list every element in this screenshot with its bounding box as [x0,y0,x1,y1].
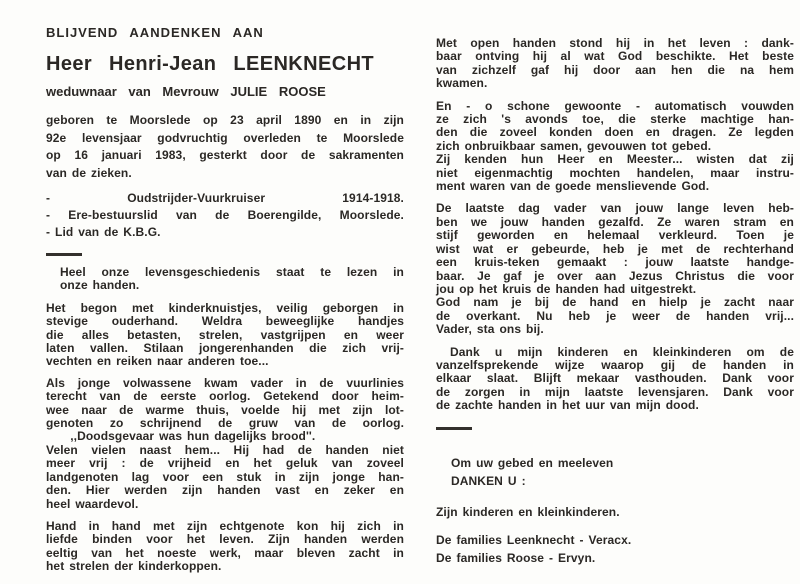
text-line: van de zieken. [46,165,132,180]
text-line: De families Leenknecht - Veracx. [436,532,632,547]
text-line: meer vrij : de vrijheid en het geluk van zoveel [46,456,404,471]
last-day-paragraph [436,202,794,336]
text-line: jou op het kruis de handen had uitgestrekt. [436,281,697,296]
marriage-paragraph [46,520,404,574]
text-line: wist wat er gebeurde, heb je met de rechterhand [436,241,794,256]
text-line: Met open handen stond hij in het leven : dank- [436,36,794,50]
text-line: kwamen. [436,76,488,91]
folded-hands-paragraph [436,100,794,194]
birth-death-paragraph [46,112,404,182]
text-line: De laatste dag vader van jouw lange leven heb- [436,201,794,216]
text-line: de overkant. Nu heb je weer de handen vrij... [436,308,794,323]
mourners-line [436,503,794,521]
text-line: geboren te Moorslede op 23 april 1890 en in zijn [46,113,404,127]
eyebrow-title: BLIJVEND AANDENKEN AAN [46,25,264,40]
gratitude-paragraph [436,346,794,413]
text-line: landgenoten lag voor een stuk in zijn jonge han- [46,469,404,484]
text-line: Het begon met kinderknuistjes, veilig geborgen in [46,300,404,315]
text-line: ben we jouw handen gezalfd. Ze waren stram en [436,214,794,229]
text-line: de zorgen in mijn laatste levensjaren. Dank voor [436,384,794,399]
text-line: stevige ouderhand. Weldra beweeglijke handjes [46,314,404,329]
text-line: genoten zo schrijnend de gruw van de oorlog. [46,416,404,431]
text-line: De families Roose - Ervyn. [436,550,596,565]
text-line: - Lid van de K.B.G. [46,225,161,239]
deceased-name: Heer Henri-Jean LEENKNECHT [46,53,375,75]
text-line: Zij kenden hun Heer en Meester... wisten dat zij [436,152,794,167]
text-line: den. Hier werden zijn handen vast en zeker en [46,483,404,498]
text-line: de zachte handen in het uur van mijn dood. [436,398,699,413]
section-divider [436,427,472,430]
text-line: baar. Je gaf je over aan Jezus Christus die voor [436,268,794,283]
section-divider [46,253,82,256]
prayer-request [436,454,794,491]
text-line: van zichzelf gaf hij door aan hen die na hem [436,62,794,77]
text-line: liefde binden voor het leven. Zijn handen werden [46,532,404,547]
families-lines [436,531,794,567]
text-line: baar ontving hij al wat God beschikte. Het beste [436,49,794,64]
text-line: zich onbruikbaar samen, gevouwen tot gebed. [436,138,712,153]
text-line: onze handen. [60,278,140,293]
text-line: Velen vielen naast hem... Hij had de handen niet [46,442,404,457]
life-story-intro-paragraph [46,266,404,293]
text-line: Vader, sta ons bij. [436,322,544,337]
text-line: ment waren van de goede menslievende God. [436,179,710,194]
childhood-paragraph [46,302,404,369]
text-line: elkaar slaat. Blijft mekaar vasthouden. Dank voor [436,371,794,386]
text-line: laten vallen. Stilaan jongerenhanden die zich vrij- [46,341,404,356]
text-line: 92e levensjaar godvruchtig overleden te Moorslede [46,130,404,145]
text-line: ze zich 's avonds toe, die sterke machtige han- [436,112,794,127]
text-line: DANKEN U : [451,474,526,489]
text-line: een kruis-teken gemaakt : jouw laatste handge- [436,255,794,270]
text-line: Als jonge volwassene kwam vader in de vuurlinies [46,375,404,390]
text-line: - Oudstrijder-Vuurkruiser 1914-1918. [46,191,404,205]
text-line: Heel onze levensgeschiedenis staat te lezen in [60,265,404,279]
text-line: En - o schone gewoonte - automatisch vouwden [436,98,794,113]
text-line: stijf geworden en helemaal verkleurd. Toen je [436,228,794,243]
text-line: Zijn kinderen en kleinkinderen. [436,504,620,519]
text-line: eeltig van het noeste werk, maar bleven zacht in [46,545,404,560]
text-line: niet eigenmachtig mochten handelen, maar instru- [436,165,794,180]
text-line: God nam je bij de hand en hielp je zacht naar [436,295,794,310]
text-line: vanzelfsprekende wijze waarop gij de handen in [436,357,794,372]
text-line: die alles betasten, strelen, vastgrijpen en weer [46,327,404,342]
war-paragraph [46,377,404,511]
widower-line: weduwnaar van Mevrouw JULIE ROOSE [46,84,326,99]
text-line: - Ere-bestuurslid van de Boerengilde, Moorslede. [46,208,404,222]
open-hands-paragraph [436,37,794,91]
text-line: Om uw gebed en meeleven [451,455,614,470]
text-line: ,,Doodsgevaar was hun dagelijks brood''. [46,429,316,444]
right-column [436,20,794,584]
text-line: op 16 januari 1983, gesterkt door de sakramenten [46,148,404,162]
memberships-list [46,190,404,241]
text-line: heel waardevol. [46,496,139,511]
text-line: den die zoveel konden doen en dragen. Ze legden [436,125,794,140]
left-column [46,20,404,584]
text-line: terecht van de eerste oorlog. Getekend door heim- [46,389,404,404]
text-line: Dank u mijn kinderen en kleinkinderen om de [450,344,794,359]
text-line: het strelen der kinderkoppen. [46,559,222,574]
text-line: Hand in hand met zijn echtgenote kon hij zich in [46,518,404,533]
text-line: vechten en reiken naar anderen toe... [46,354,269,369]
text-line: wee naar de warme thuis, voelde hij met zijn lot- [46,402,404,417]
